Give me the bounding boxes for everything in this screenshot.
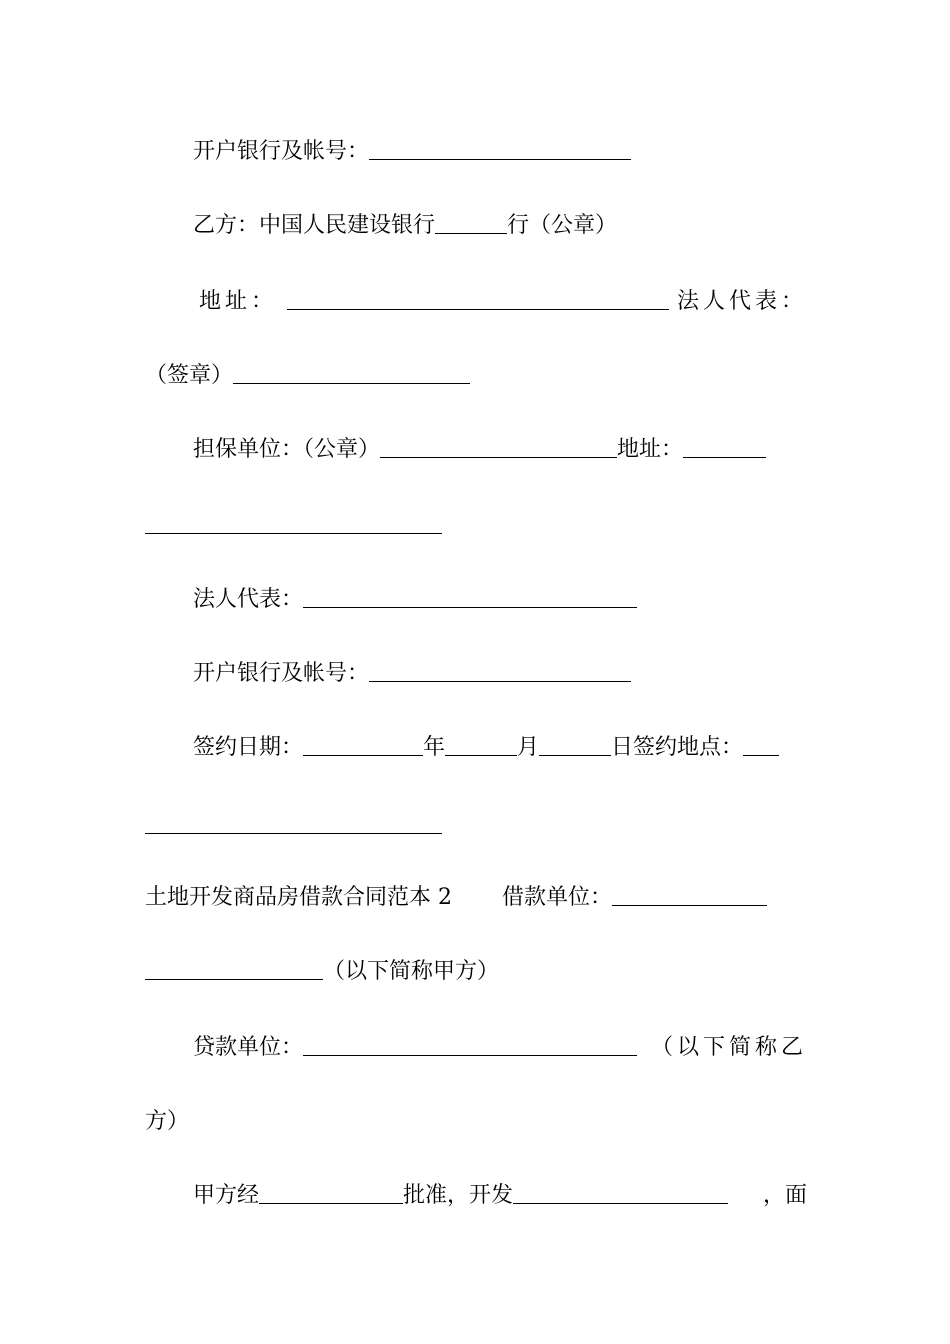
legal-rep-label: 法人代表：: [676, 289, 807, 314]
year-blank[interactable]: [303, 728, 423, 756]
guarantor-address-continued: [145, 506, 807, 546]
lender-blank[interactable]: [303, 1028, 637, 1056]
party-b-suffix: 行（公章）: [507, 213, 618, 238]
signature-blank[interactable]: [233, 356, 470, 384]
approval-suffix: ，面: [762, 1183, 807, 1208]
contract-title: 土地开发商品房借款合同范本 2: [145, 885, 452, 910]
contract-title-line: [145, 878, 807, 918]
approval-prefix: 甲方经: [193, 1183, 260, 1208]
day-blank[interactable]: [539, 728, 611, 756]
guarantor-blank[interactable]: [380, 430, 617, 458]
guarantor-label: 担保单位：（公章）: [193, 437, 381, 462]
legal-rep-label-2: 法人代表：: [193, 587, 304, 612]
party-a-line: [145, 952, 807, 992]
party-b-continued-text: 方）: [145, 1109, 190, 1134]
party-b-line: [193, 206, 807, 246]
signature-line: [145, 356, 807, 396]
signature-label: （签章）: [145, 363, 234, 388]
month-blank[interactable]: [445, 728, 517, 756]
approval-line: [193, 1176, 807, 1216]
signing-place-continued: [145, 806, 807, 846]
legal-rep-blank[interactable]: [303, 580, 637, 608]
legal-rep-line: [193, 580, 807, 620]
signing-place-label: 日签约地点：: [611, 735, 744, 760]
approval-middle: 批准，开发: [403, 1183, 514, 1208]
guarantor-address-label: 地址：: [617, 437, 684, 462]
bank-account-label-2: 开户银行及帐号：: [193, 661, 370, 686]
lender-line: [193, 1028, 807, 1068]
borrower-label: 借款单位：: [502, 885, 613, 910]
year-label: 年: [423, 735, 446, 760]
party-a-label: （以下简称甲方）: [323, 959, 500, 984]
signing-place-blank-2[interactable]: [145, 806, 442, 834]
borrower-blank[interactable]: [612, 878, 767, 906]
lender-label: 贷款单位：: [193, 1035, 304, 1060]
branch-blank[interactable]: [435, 206, 507, 234]
guarantor-address-blank[interactable]: [683, 430, 766, 458]
guarantor-address-blank-2[interactable]: [145, 506, 442, 534]
party-b-continued: [145, 1102, 807, 1142]
bank-account-blank-2[interactable]: [369, 654, 631, 682]
borrower-blank-2[interactable]: [145, 952, 323, 980]
bank-account-label: 开户银行及帐号：: [193, 139, 370, 164]
bank-account-line-2: [193, 654, 807, 694]
signing-date-label: 签约日期：: [193, 735, 304, 760]
signing-date-line: [193, 728, 807, 768]
approver-blank[interactable]: [259, 1176, 403, 1204]
address-line: [199, 282, 807, 322]
project-blank[interactable]: [513, 1176, 728, 1204]
bank-account-blank[interactable]: [369, 132, 631, 160]
signing-place-blank[interactable]: [743, 728, 779, 756]
bank-account-line-1: [193, 132, 807, 172]
party-b-prefix: 乙方：中国人民建设银行: [193, 213, 436, 238]
party-b-short-label: （以下简称乙: [650, 1035, 807, 1060]
address-blank[interactable]: [287, 282, 669, 310]
guarantor-line: [193, 430, 807, 470]
address-label: 地址：: [199, 289, 278, 314]
month-label: 月: [517, 735, 540, 760]
